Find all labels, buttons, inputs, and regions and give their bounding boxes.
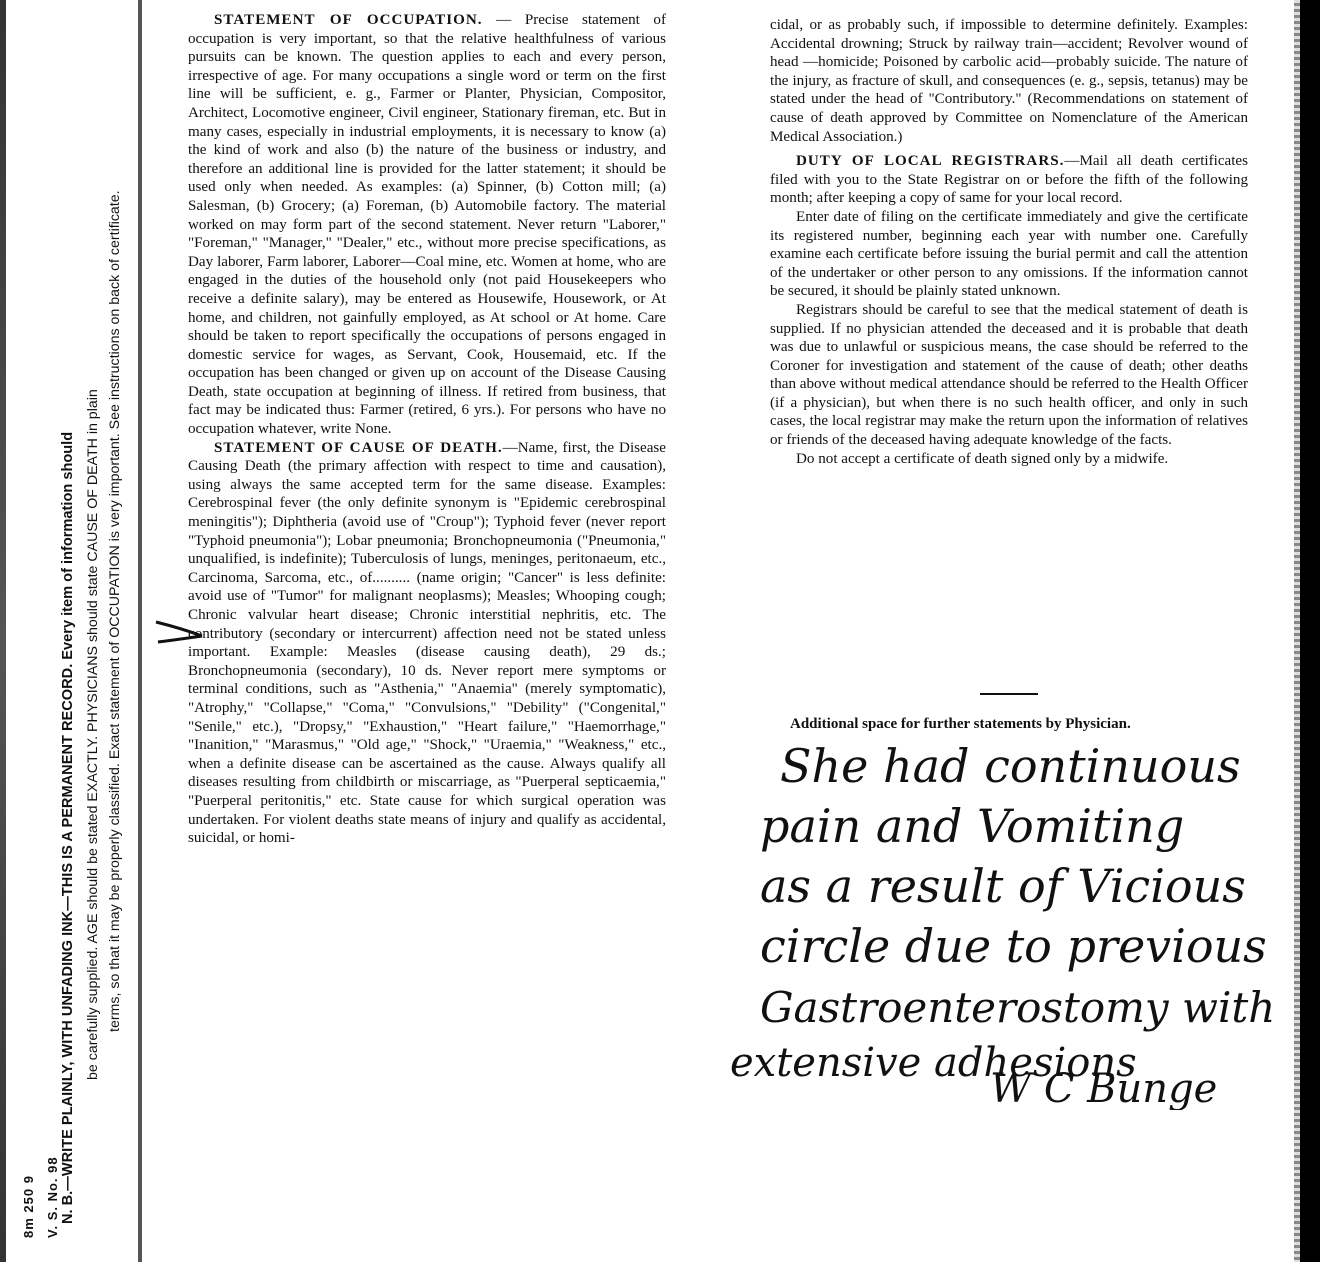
registrars-paragraph-1 [770, 152, 1248, 208]
cause-text: —Name, first, the Disease Causing Death (the primary affection with respect to time and causation), using always the same accepted term for the same disease. Examples: Cerebrospinal fever (the only definite synonym is "Epidemic cerebrospinal meningitis"); Diphtheria (avoid use of "Croup"); Typhoid fever (never report "Typhoid pneumonia"); Lobar pneumonia; Bronchopneumonia ("Pneumonia," unqualified, is indefinite); Tuberculosis of lungs, meninges, peritonaeum, etc., Carcinoma, Sarcoma, etc., of.......... (name origin; "Cancer" is less definite: avoid use of "Tumor" for malignant neoplasms); Measles; Whooping cough; Chronic valvular heart disease; Chronic interstitial nephritis, etc. The contributory (secondary or intercurrent) affection need not be stated unless important. Example: Measles (disease causing death), 29 ds.; Bronchopneumonia (secondary), 10 ds. Never report mere symptoms or terminal conditions, such as "Asthenia," "Anaemia" (merely symptomatic), "Atrophy," "Collapse," "Coma," "Convulsions," "Debility" ("Congenital," "Senile," etc.), "Dropsy," "Exhaustion," "Heart failure," "Haemorrhage," "Inanition," "Marasmus," "Old age," "Shock," "Uraemia," "Weakness," etc., when a definite disease can be ascertained as the cause. Always qualify all diseases resulting from childbirth or miscarriage, as "Puerperal septicaemia," "Puerperal peritonitis," etc. State cause for which surgical operation was undertaken. For violent deaths state means of injury and qualify as accidental, suicidal, or homi- [188, 439, 666, 847]
physician-signature: W C Bunge [990, 1066, 1218, 1110]
form-number: 8m 250 9 [21, 1175, 36, 1238]
handwritten-line-2: pain and Vomiting [760, 799, 1185, 853]
vs-number: V. S. No. 98 [45, 1156, 60, 1238]
section-divider [980, 693, 1038, 695]
registrars-paragraph-3: Registrars should be careful to see that the medical statement of death is supplied. If no physician attended the deceased and it is probable that death was due to unlawful or suspicious means, the case should be referred to the Coroner for investigation and statement of the cause of death; other deaths than above without medical attendance should be referred to the Health Officer (if a physician), but when there is no such health officer, and only in such cases, the local registrar may make the return upon the information of relatives or friends of the deceased having adequate knowledge of the facts. [770, 301, 1248, 449]
side-instruction-line-2: be carefully supplied. AGE should be stated EXACTLY. PHYSICIANS should state CAUSE OF DEATH in plain [85, 389, 101, 1080]
occupation-heading: STATEMENT OF OCCUPATION. [214, 12, 483, 28]
handwritten-line-4: circle due to previous [760, 919, 1267, 973]
scan-edge-fold [138, 0, 142, 1262]
side-instruction-line-1: N. B.—WRITE PLAINLY, WITH UNFADING INK—THIS IS A PERMANENT RECORD. Every item of information should [60, 431, 76, 1224]
right-column [770, 16, 1248, 468]
cause-heading: STATEMENT OF CAUSE OF DEATH. [214, 439, 503, 456]
occupation-text: — Precise statement of occupation is very important, so that the relative healthfulness of various pursuits can be known. The question applies to each and every person, irrespective of age. For many occupations a single word or term on the first line will be sufficient, e. g., Farmer or Planter, Physician, Compositor, Architect, Locomotive engineer, Civil engineer, Stationary fireman, etc. But in many cases, especially in industrial employments, it is necessary to know (a) the kind of work and also (b) the nature of the business or industry, and therefore an additional line is provided for the latter statement; it should be used only when needed. As examples: (a) Spinner, (b) Cotton mill; (a) Salesman, (b) Grocery; (a) Foreman, (b) Automobile factory. The material worked on may form part of the second statement. Never return "Laborer," "Foreman," "Manager," "Dealer," etc., without more precise specifications, as Day laborer, Farm laborer, Laborer—Coal mine, etc. Women at home, who are engaged in the duties of the household only (not paid Housekeepers who receive a definite salary), may be entered as Housewife, Housework, or At home, and children, not gainfully employed, as At school or At home. Care should be taken to report specifically the occupations of persons engaged in domestic service for wages, as Servant, Cook, Housemaid, etc. If the occupation has been changed or given up on account of the Disease Causing Death, state occupation at beginning of illness. If retired from business, that fact may be indicated thus: Farmer (retired, 6 yrs.). For persons who have no occupation whatever, write None. [188, 12, 666, 438]
side-margin-instructions [0, 0, 138, 1262]
scan-edge-right [1300, 0, 1320, 1262]
cause-paragraph [188, 439, 666, 848]
additional-space-label: Additional space for further statements by Physician. [790, 716, 1131, 732]
left-column [188, 11, 666, 848]
occupation-paragraph [188, 11, 666, 439]
physician-handwritten-note [720, 730, 1300, 1110]
handwritten-line-6: extensive adhesions [730, 1040, 1137, 1086]
side-instruction-line-3: terms, so that it may be properly classified. Exact statement of OCCUPATION is very important. See instructions on back of certificate. [107, 190, 123, 1032]
handwritten-line-1: She had continuous [780, 739, 1241, 793]
cause-continued-paragraph: cidal, or as probably such, if impossible to determine definitely. Examples: Accidental drowning; Struck by railway train—accident; Revolver wound of head —homicide; Poisoned by carbolic acid—probably suicide. The nature of the injury, as fracture of skull, and consequences (e. g., sepsis, tetanus) may be stated under the head of "Contributory." (Recommendations on statement of cause of death approved by Committee on Nomenclature of the American Medical Association.) [770, 17, 1248, 145]
registrars-paragraph-4: Do not accept a certificate of death signed only by a midwife. [796, 450, 1169, 467]
registrars-text-1: —Mail all death certificates filed with you to the State Registrar on or before the fifth of the following month; after keeping a copy of same for your local record. [770, 153, 1248, 207]
handwritten-line-5: Gastroenterostomy with [760, 983, 1276, 1032]
registrars-paragraph-2: Enter date of filing on the certificate immediately and give the certificate its registered number, beginning each year with number one. Carefully examine each certificate before issuing the burial permit and call the attention of the undertaker or other person to any omissions. If the information cannot be secured, it should be plainly stated unknown. [770, 208, 1248, 300]
handwritten-line-3: as a result of Vicious [760, 859, 1246, 913]
registrars-heading: DUTY OF LOCAL REGISTRARS. [796, 153, 1065, 170]
hand-drawn-arrow-mark [150, 612, 210, 652]
